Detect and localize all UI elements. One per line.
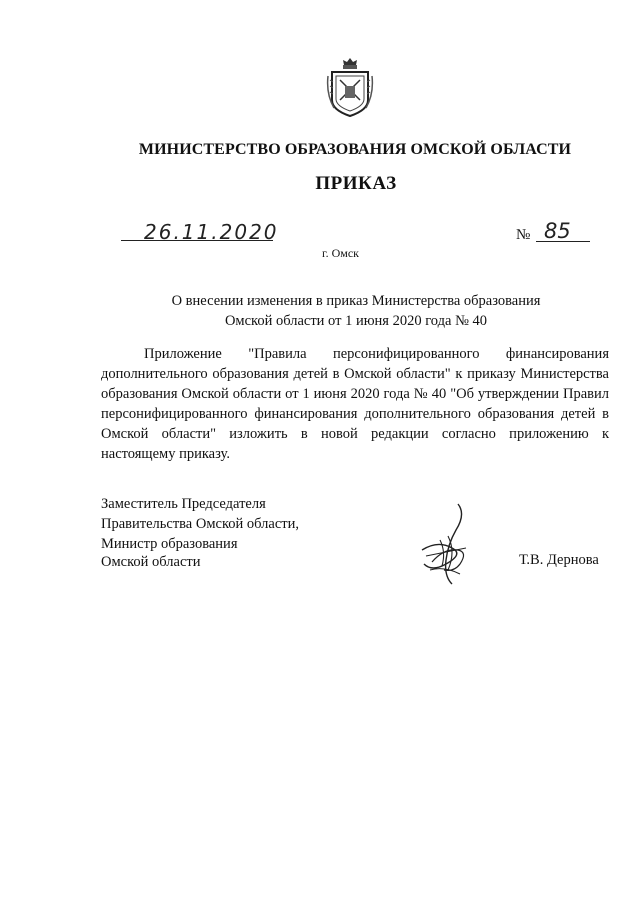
number-sign: № bbox=[516, 227, 531, 243]
document-type: ПРИКАЗ bbox=[315, 173, 397, 194]
signatory-position-line-2: Правительства Омской области, bbox=[101, 516, 299, 532]
date-underline bbox=[121, 240, 273, 241]
subject-line-2: Омской области от 1 июня 2020 года № 40 bbox=[224, 313, 488, 329]
signatory-name: Т.В. Дернова bbox=[519, 552, 599, 568]
signatory-position-line-1: Заместитель Председателя bbox=[101, 496, 266, 512]
handwritten-date: 26.11.2020 bbox=[144, 220, 279, 244]
order-body-paragraph: Приложение "Правила персонифицированного финансирования дополнительного образования детей в Омской области" к приказу Министерства образования Омской области от 1 июня 2020 года № 40 "Об утверждении Правил персонифицированного финансирования дополнительного образования детей в Омской области" изложить в новой редакции согласно приложению к настоящему приказу. bbox=[101, 346, 609, 462]
number-underline bbox=[536, 241, 590, 242]
signatory-position-line-4: Омской области bbox=[101, 554, 201, 570]
ministry-title: МИНИСТЕРСТВО ОБРАЗОВАНИЯ ОМСКОЙ ОБЛАСТИ bbox=[138, 141, 572, 158]
handwritten-number: 85 bbox=[544, 219, 571, 243]
order-subject bbox=[0, 291, 640, 331]
city-label: г. Омск bbox=[322, 246, 359, 260]
subject-line-1: О внесении изменения в приказ Министерства образования bbox=[171, 293, 541, 309]
coat-of-arms-emblem bbox=[326, 56, 374, 118]
handwritten-signature bbox=[418, 500, 474, 588]
signatory-position-line-3: Министр образования bbox=[101, 536, 238, 552]
